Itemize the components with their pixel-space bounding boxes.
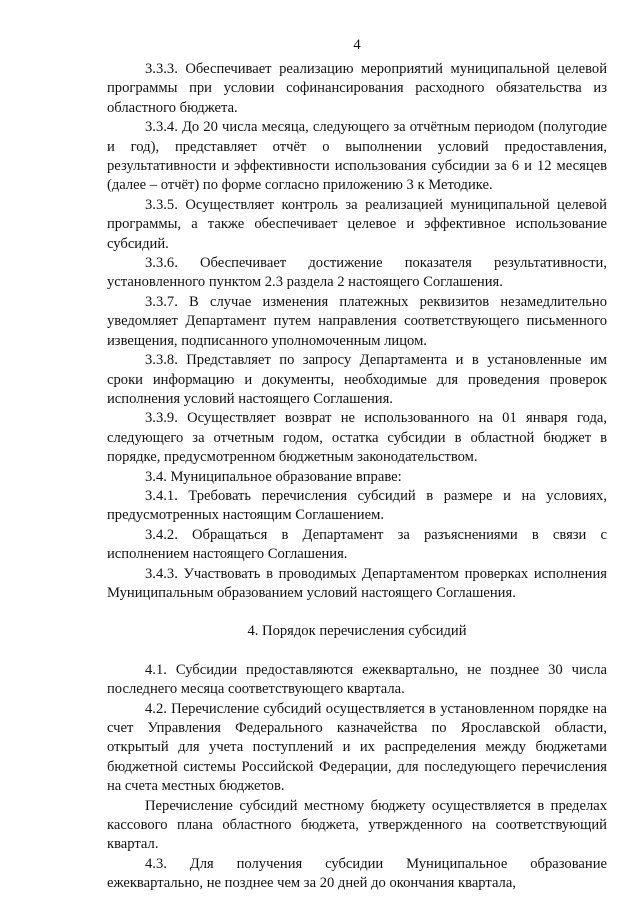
paragraph-3-4-1: 3.4.1. Требовать перечисления субсидий в размере и на условиях, предусмотренных настоящим Соглашением. bbox=[107, 487, 607, 524]
section-4-heading: 4. Порядок перечисления субсидий bbox=[247, 623, 467, 640]
paragraph-3-3-4: 3.3.4. До 20 числа месяца, следующего за отчётным периодом (полугодие и год), представляет отчёт о выполнении условий предоставления, результативности и эффективности использования субсидии за 6 и 12 месяцев (далее – отчёт) по форме согласно приложению 3 к Методике. bbox=[107, 119, 607, 194]
paragraph-3-4-2: 3.4.2. Обращаться в Департамент за разъяснениями в связи с исполнением настоящего Соглашения. bbox=[107, 526, 607, 563]
page-number: 4 bbox=[353, 37, 361, 53]
paragraph-4-1: 4.1. Субсидии предоставляются ежеквартально, не позднее 30 числа последнего месяца соответствующего квартала. bbox=[107, 661, 607, 698]
paragraph-4-2: 4.2. Перечисление субсидий осуществляется в установленном порядке на счет Управления Федерального казначейства по Ярославской области, открытый для учета поступлений и их распределения между бюджетами бюджетной системы Российской Федерации, для последующего перечисления на счета местных бюджетов. bbox=[107, 700, 607, 795]
paragraph-3-3-8: 3.3.8. Представляет по запросу Департамента и в установленные им сроки информацию и документы, необходимые для проведения проверок исполнения условий настоящего Соглашения. bbox=[107, 352, 607, 407]
paragraph-4-2-continued: Перечисление субсидий местному бюджету осуществляется в пределах кассового плана областного бюджета, утвержденного на соответствующий квартал. bbox=[107, 797, 607, 853]
section-4-body bbox=[107, 661, 607, 894]
paragraph-3-3-9: 3.3.9. Осуществляет возврат не использованного на 01 января года, следующего за отчетным годом, остатка субсидии в областной бюджет в порядке, предусмотренном бюджетным законодательством. bbox=[107, 410, 607, 466]
section-3-body bbox=[107, 60, 607, 603]
paragraph-3-3-3: 3.3.3. Обеспечивает реализацию мероприятий муниципальной целевой программы при условии софинансирования расходного обязательства из областного бюджета. bbox=[107, 61, 607, 116]
paragraph-3-4: 3.4. Муниципальное образование вправе: bbox=[145, 468, 402, 485]
paragraph-4-3: 4.3. Для получения субсидии Муниципальное образование ежеквартально, не позднее чем за 20 дней до окончания квартала, bbox=[107, 855, 607, 892]
paragraph-3-3-7: 3.3.7. В случае изменения платежных реквизитов незамедлительно уведомляет Департамент путем направления соответствующего письменного извещения, подписанного уполномоченным лицом. bbox=[107, 293, 607, 349]
paragraph-3-4-3: 3.4.3. Участвовать в проводимых Департаментом проверках исполнения Муниципальным образованием условий настоящего Соглашения. bbox=[107, 565, 607, 601]
paragraph-3-3-5: 3.3.5. Осуществляет контроль за реализацией муниципальной целевой программы, а также обеспечивает целевое и эффективное использование субсидий. bbox=[107, 196, 607, 252]
paragraph-3-3-6: 3.3.6. Обеспечивает достижение показателя результативности, установленного пунктом 2.3 раздела 2 настоящего Соглашения. bbox=[107, 255, 607, 291]
